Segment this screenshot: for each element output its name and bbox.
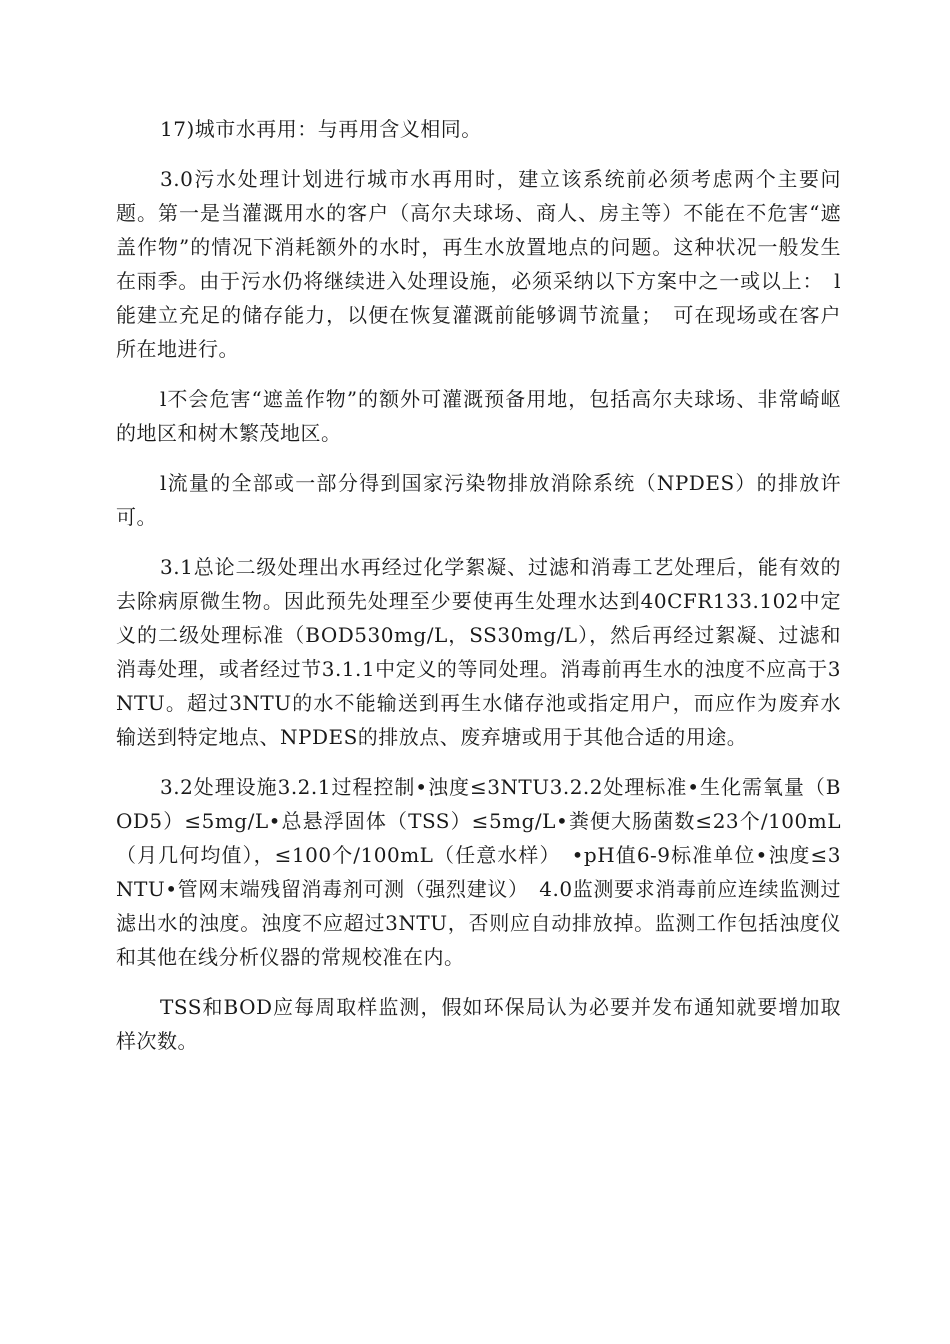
paragraph-irrigation-land: l不会危害“遮盖作物”的额外可灌溉预备用地，包括高尔夫球场、非常崎岖的地区和树木繁茂地区。 xyxy=(116,387,841,445)
paragraph-section-3-0: 3.0污水处理计划进行城市水再用时，建立该系统前必须考虑两个主要问题。第一是当灌溉用水的客户（高尔夫球场、商人、房主等）不能在不危害“遮盖作物”的情况下消耗额外的水时，再生水放置地点的问题。这种状况一般发生在雨季。由于污水仍将继续进入处理设施，必须采纳以下方案中之一或以上： l能建立充足的储存能力，以便在恢复灌溉前能够调节流量； 可在现场或在客户所在地进行。 xyxy=(116,167,841,361)
paragraph-npdes-permit: l流量的全部或一部分得到国家污染物排放消除系统（NPDES）的排放许可。 xyxy=(116,471,841,529)
paragraph-section-3-1: 3.1总论二级处理出水再经过化学絮凝、过滤和消毒工艺处理后，能有效的去除病原微生物。因此预先处理至少要使再生处理水达到40CFR133.102中定义的二级处理标准（BOD530mg/L，SS30mg/L），然后再经过絮凝、过滤和消毒处理，或者经过节3.1.1中定义的等同处理。消毒前再生水的浊度不应高于3NTU。超过3NTU的水不能输送到再生水储存池或指定用户，而应作为废弃水输送到特定地点、NPDES的排放点、废弃塘或用于其他合适的用途。 xyxy=(116,555,841,749)
paragraph-17-definition: 17)城市水再用：与再用含义相同。 xyxy=(160,117,482,141)
paragraph-section-3-2: 3.2处理设施3.2.1过程控制•浊度≤3NTU3.2.2处理标准•生化需氧量（BOD5）≤5mg/L•总悬浮固体（TSS）≤5mg/L•粪便大肠菌数≤23个/100mL（月几何均值），≤100个/100mL（任意水样） •pH值6-9标准单位•浊度≤3NTU•管网末端残留消毒剂可测（强烈建议） 4.0监测要求消毒前应连续监测过滤出水的浊度。浊度不应超过3NTU，否则应自动排放掉。监测工作包括浊度仪和其他在线分析仪器的常规校准在内。 xyxy=(116,775,841,969)
paragraph-sampling: TSS和BOD应每周取样监测，假如环保局认为必要并发布通知就要增加取样次数。 xyxy=(116,995,841,1053)
document-body xyxy=(116,112,841,1074)
